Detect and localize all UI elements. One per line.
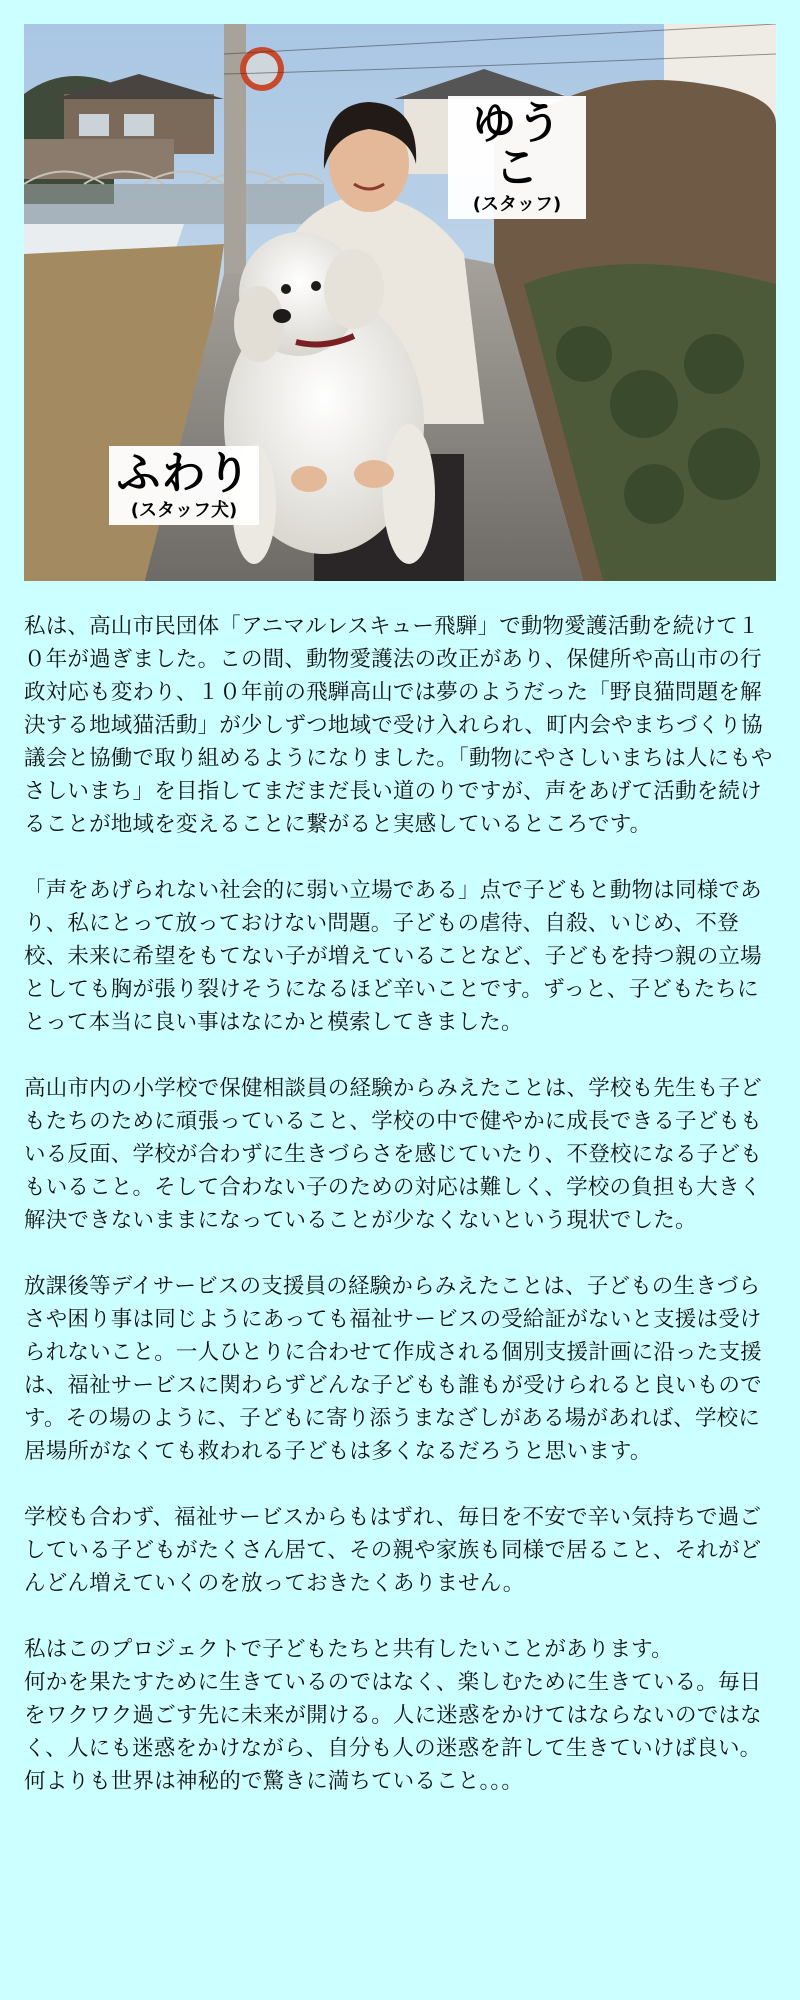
paragraph: 「声をあげられない社会的に弱い立場である」点で子どもと動物は同様であり、私にとって放っておけない問題。子どもの虐待、自殺、いじめ、不登校、未来に希望をもてない子が増えていることなど、子どもを持つ親の立場としても胸が張り裂けそうになるほど辛いことです。ずっと、子どもたちにとって本当に良い事はなにかと模索してきました。 [24,878,762,1035]
dog-name: ふわり [116,448,252,499]
dog-role: (スタッフ犬) [130,500,238,521]
person-name-tag [448,96,586,219]
person-role: (スタッフ) [472,194,562,215]
person-name: ゆうこ [472,98,562,193]
paragraph: 私は、高山市民団体「アニマルレスキュー飛騨」で動物愛護活動を続けて１０年が過ぎました。この間、動物愛護法の改正があり、保健所や高山市の行政対応も変わり、１０年前の飛騨高山では夢のようだった「野良猫問題を解決する地域猫活動」が少しずつ地域で受け入れられ、町内会やまちづくり協議会と協働で取り組めるようになりました。「動物にやさしいまちは人にもやさしいまち」を目指してまだまだ長い道のりですが、声をあげて活動を続けることが地域を変えることに繋がると実感しているところです。 [24,614,773,837]
article-body [24,610,776,1798]
paragraph: 私はこのプロジェクトで子どもたちと共有したいことがあります。 何かを果たすために生きているのではなく、楽しむために生きている。毎日をワクワク過ごす先に未来が開ける。人に迷惑をかけてはならないのではなく、人にも迷惑をかけながら、自分も人の迷惑を許して生きていけば良い。何よりも世界は神秘的で驚きに満ちていること。。。 [24,1637,762,1794]
staff-photo [24,24,776,581]
paragraph: 放課後等デイサービスの支援員の経験からみえたことは、子どもの生きづらさや困り事は同じようにあっても福祉サービスの受給証がないと支援は受けられないこと。一人ひとりに合わせて作成される個別支援計画に沿った支援は、福祉サービスに関わらずどんな子どもも誰もが受けられると良いものです。その場のように、子どもに寄り添うまなざしがある場があれば、学校に居場所がなくても救われる子どもは多くなるだろうと思います。 [24,1274,762,1464]
dog-name-tag [109,446,259,525]
paragraph: 学校も合わず、福祉サービスからもはずれ、毎日を不安で辛い気持ちで過ごしている子どもがたくさん居て、その親や家族も同様で居ること、それがどんどん増えていくのを放っておきたくありません。 [24,1505,762,1596]
paragraph: 高山市内の小学校で保健相談員の経験からみえたことは、学校も先生も子どもたちのために頑張っていること、学校の中で健やかに成長できる子どももいる反面、学校が合わずに生きづらさを感じていたり、不登校になる子どももいること。そして合わない子のための対応は難しく、学校の負担も大きく解決できないままになっていることが少なくないという現状でした。 [24,1076,762,1233]
